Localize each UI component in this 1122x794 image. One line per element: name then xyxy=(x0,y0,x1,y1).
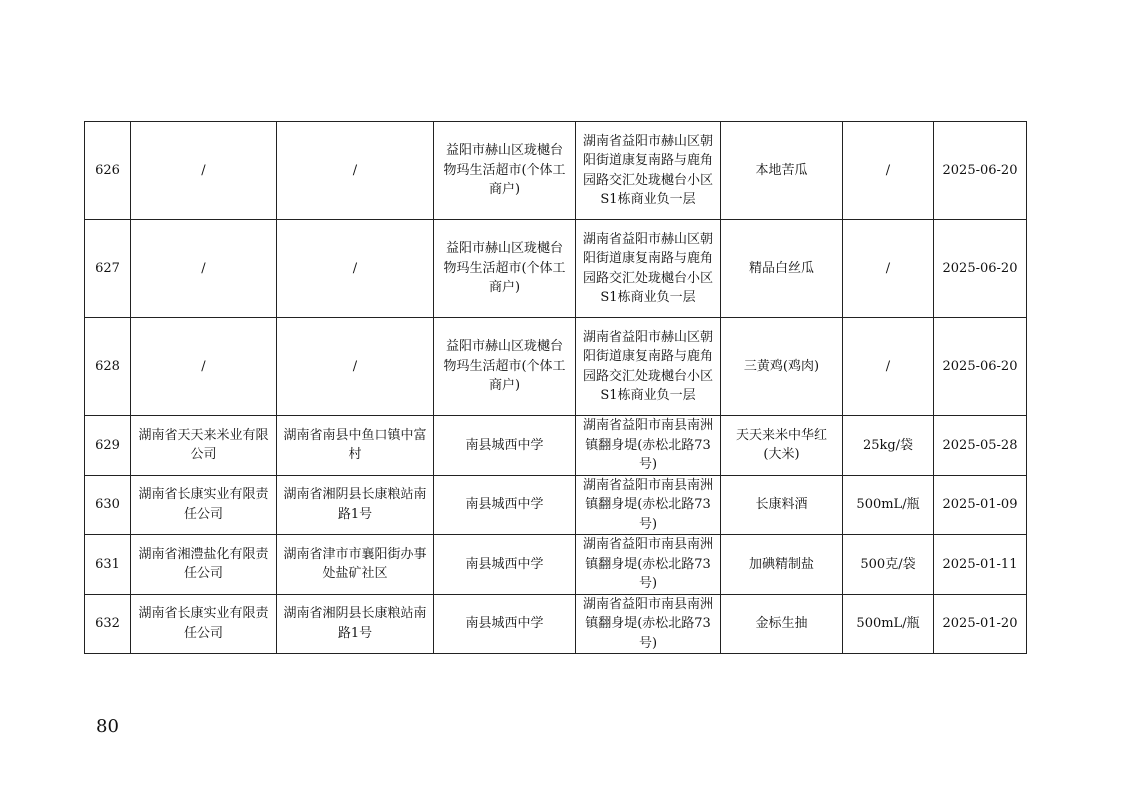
cell-production-date: 2025-01-09 xyxy=(934,475,1027,535)
cell-manufacturer: / xyxy=(131,318,277,416)
cell-specification: 500mL/瓶 xyxy=(843,594,934,654)
sampling-table xyxy=(84,121,1027,654)
cell-product-name: 加碘精制盐 xyxy=(721,535,843,595)
cell-sampled-address: 湖南省益阳市南县南洲镇翻身堤(赤松北路73号) xyxy=(576,416,721,476)
cell-number: 628 xyxy=(85,318,131,416)
cell-sampled-unit: 南县城西中学 xyxy=(434,535,576,595)
cell-production-date: 2025-06-20 xyxy=(934,122,1027,220)
cell-number: 631 xyxy=(85,535,131,595)
cell-production-date: 2025-06-20 xyxy=(934,220,1027,318)
cell-product-name: 天天来米中华红(大米) xyxy=(721,416,843,476)
cell-sampled-unit: 益阳市赫山区珑樾台物玛生活超市(个体工商户) xyxy=(434,122,576,220)
cell-manufacturer-address: / xyxy=(277,318,434,416)
cell-specification: / xyxy=(843,318,934,416)
cell-number: 627 xyxy=(85,220,131,318)
cell-specification: / xyxy=(843,220,934,318)
cell-sampled-unit: 益阳市赫山区珑樾台物玛生活超市(个体工商户) xyxy=(434,220,576,318)
cell-product-name: 金标生抽 xyxy=(721,594,843,654)
cell-manufacturer-address: / xyxy=(277,220,434,318)
cell-sampled-address: 湖南省益阳市赫山区朝阳街道康复南路与鹿角园路交汇处珑樾台小区S1栋商业负一层 xyxy=(576,122,721,220)
cell-manufacturer: 湖南省长康实业有限责任公司 xyxy=(131,475,277,535)
cell-manufacturer-address: 湖南省南县中鱼口镇中富村 xyxy=(277,416,434,476)
cell-number: 630 xyxy=(85,475,131,535)
table-row xyxy=(85,318,1027,416)
cell-sampled-unit: 南县城西中学 xyxy=(434,475,576,535)
cell-sampled-address: 湖南省益阳市赫山区朝阳街道康复南路与鹿角园路交汇处珑樾台小区S1栋商业负一层 xyxy=(576,318,721,416)
table-row xyxy=(85,220,1027,318)
cell-sampled-address: 湖南省益阳市南县南洲镇翻身堤(赤松北路73号) xyxy=(576,594,721,654)
cell-sampled-unit: 南县城西中学 xyxy=(434,594,576,654)
cell-manufacturer: 湖南省湘澧盐化有限责任公司 xyxy=(131,535,277,595)
cell-sampled-address: 湖南省益阳市南县南洲镇翻身堤(赤松北路73号) xyxy=(576,535,721,595)
cell-number: 629 xyxy=(85,416,131,476)
sampling-table-container xyxy=(84,121,1026,654)
cell-sampled-address: 湖南省益阳市赫山区朝阳街道康复南路与鹿角园路交汇处珑樾台小区S1栋商业负一层 xyxy=(576,220,721,318)
cell-product-name: 三黄鸡(鸡肉) xyxy=(721,318,843,416)
cell-number: 626 xyxy=(85,122,131,220)
table-row xyxy=(85,122,1027,220)
cell-manufacturer: 湖南省长康实业有限责任公司 xyxy=(131,594,277,654)
cell-specification: 500克/袋 xyxy=(843,535,934,595)
cell-specification: / xyxy=(843,122,934,220)
cell-sampled-unit: 南县城西中学 xyxy=(434,416,576,476)
cell-production-date: 2025-06-20 xyxy=(934,318,1027,416)
cell-sampled-address: 湖南省益阳市南县南洲镇翻身堤(赤松北路73号) xyxy=(576,475,721,535)
cell-manufacturer-address: / xyxy=(277,122,434,220)
table-row xyxy=(85,535,1027,595)
cell-production-date: 2025-05-28 xyxy=(934,416,1027,476)
cell-product-name: 长康料酒 xyxy=(721,475,843,535)
cell-manufacturer: 湖南省天天来米业有限公司 xyxy=(131,416,277,476)
cell-manufacturer-address: 湖南省津市市襄阳街办事处盐矿社区 xyxy=(277,535,434,595)
cell-manufacturer-address: 湖南省湘阴县长康粮站南路1号 xyxy=(277,475,434,535)
table-row xyxy=(85,594,1027,654)
cell-manufacturer-address: 湖南省湘阴县长康粮站南路1号 xyxy=(277,594,434,654)
cell-specification: 500mL/瓶 xyxy=(843,475,934,535)
table-row xyxy=(85,416,1027,476)
cell-product-name: 本地苦瓜 xyxy=(721,122,843,220)
table-row xyxy=(85,475,1027,535)
cell-production-date: 2025-01-11 xyxy=(934,535,1027,595)
cell-manufacturer: / xyxy=(131,122,277,220)
page-number: 80 xyxy=(96,716,119,737)
cell-number: 632 xyxy=(85,594,131,654)
cell-sampled-unit: 益阳市赫山区珑樾台物玛生活超市(个体工商户) xyxy=(434,318,576,416)
cell-manufacturer: / xyxy=(131,220,277,318)
cell-production-date: 2025-01-20 xyxy=(934,594,1027,654)
cell-specification: 25kg/袋 xyxy=(843,416,934,476)
cell-product-name: 精品白丝瓜 xyxy=(721,220,843,318)
